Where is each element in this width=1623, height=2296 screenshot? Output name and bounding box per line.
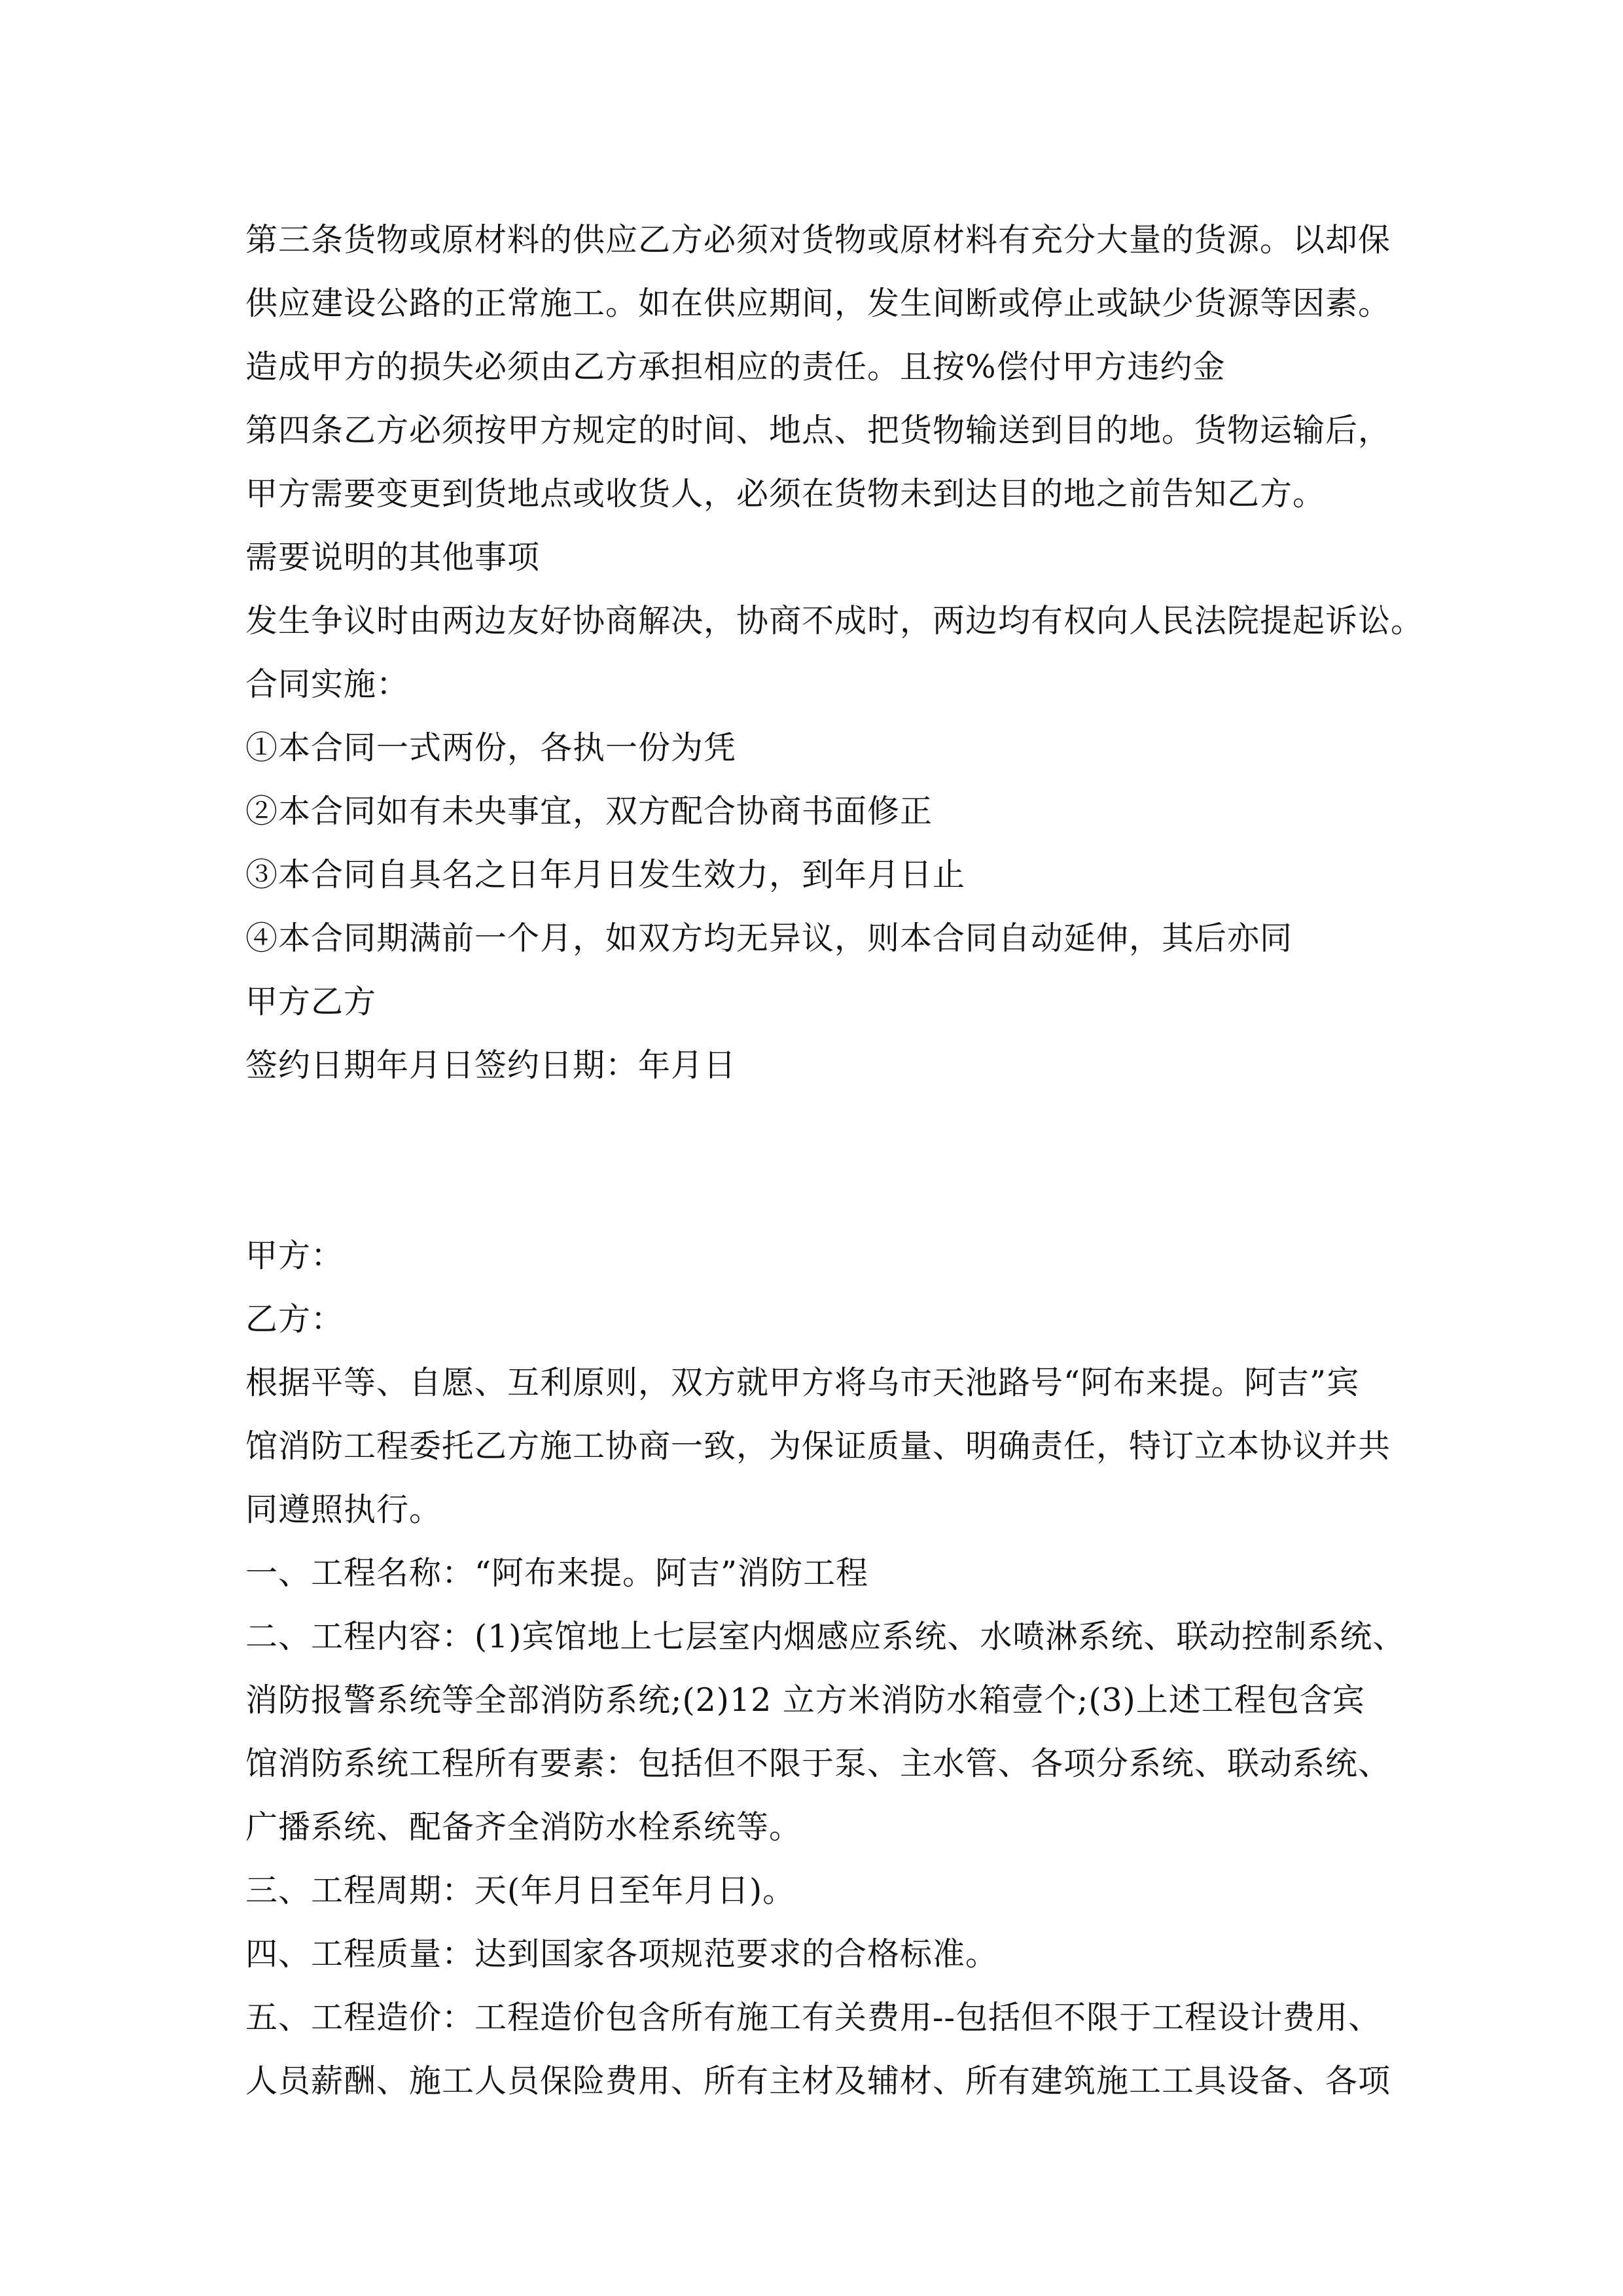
text-line: 需要说明的其他事项	[245, 539, 541, 576]
text-line: 供应建设公路的正常施工。如在供应期间，发生间断或停止或缺少货源等因素。	[245, 285, 1391, 322]
text-line: 发生争议时由两边友好协商解决，协商不成时，两边均有权向人民法院提起诉讼。	[245, 602, 1424, 639]
text-line: 五、工程造价：工程造价包含所有施工有关费用--包括但不限于工程设计费用、	[245, 1999, 1382, 2036]
text-line: ②本合同如有未央事宜，双方配合协商书面修正	[245, 793, 933, 830]
text-line: 三、工程周期：天(年月日至年月日)。	[245, 1872, 796, 1909]
text-line: 甲方：	[245, 1237, 344, 1274]
text-line: 第三条货物或原材料的供应乙方必须对货物或原材料有充分大量的货源。以却保	[245, 221, 1391, 259]
text-line: 广播系统、配备齐全消防水栓系统等。	[245, 1808, 802, 1846]
text-line: 消防报警系统等全部消防系统;(2)12 立方米消防水箱壹个;(3)上述工程包含宾	[245, 1681, 1365, 1719]
text-line: ①本合同一式两份，各执一份为凭	[245, 729, 737, 766]
text-line: ④本合同期满前一个月，如双方均无异议，则本合同自动延伸，其后亦同	[245, 920, 1293, 957]
text-line: ③本合同自具名之日年月日发生效力，到年月日止	[245, 856, 966, 893]
text-line: 签约日期年月日签约日期：年月日	[245, 1047, 737, 1084]
text-line: 甲方乙方	[245, 983, 377, 1020]
text-line: 同遵照执行。	[245, 1491, 442, 1528]
text-line: 甲方需要变更到货地点或收货人，必须在货物未到达目的地之前告知乙方。	[245, 475, 1326, 512]
text-line: 乙方：	[245, 1300, 344, 1338]
text-line: 四、工程质量：达到国家各项规范要求的合格标准。	[245, 1935, 999, 1973]
text-line: 馆消防工程委托乙方施工协商一致，为保证质量、明确责任，特订立本协议并共	[245, 1427, 1391, 1465]
text-line: 根据平等、自愿、互利原则，双方就甲方将乌市天池路号“阿布来提。阿吉”宾	[245, 1364, 1360, 1401]
document-body	[245, 208, 1424, 2113]
text-line: 造成甲方的损失必须由乙方承担相应的责任。且按%偿付甲方违约金	[245, 348, 1226, 386]
text-line: 一、工程名称：“阿布来提。阿吉”消防工程	[245, 1554, 869, 1592]
text-line: 二、工程内容：(1)宾馆地上七层室内烟感应系统、水喷淋系统、联动控制系统、	[245, 1618, 1406, 1655]
section-gap	[245, 1097, 1404, 1224]
text-line: 合同实施：	[245, 666, 410, 703]
text-line: 人员薪酬、施工人员保险费用、所有主材及辅材、所有建筑施工工具设备、各项	[245, 2062, 1391, 2100]
text-line: 馆消防系统工程所有要素：包括但不限于泵、主水管、各项分系统、联动系统、	[245, 1745, 1391, 1782]
text-line: 第四条乙方必须按甲方规定的时间、地点、把货物输送到目的地。货物运输后，	[245, 412, 1391, 449]
